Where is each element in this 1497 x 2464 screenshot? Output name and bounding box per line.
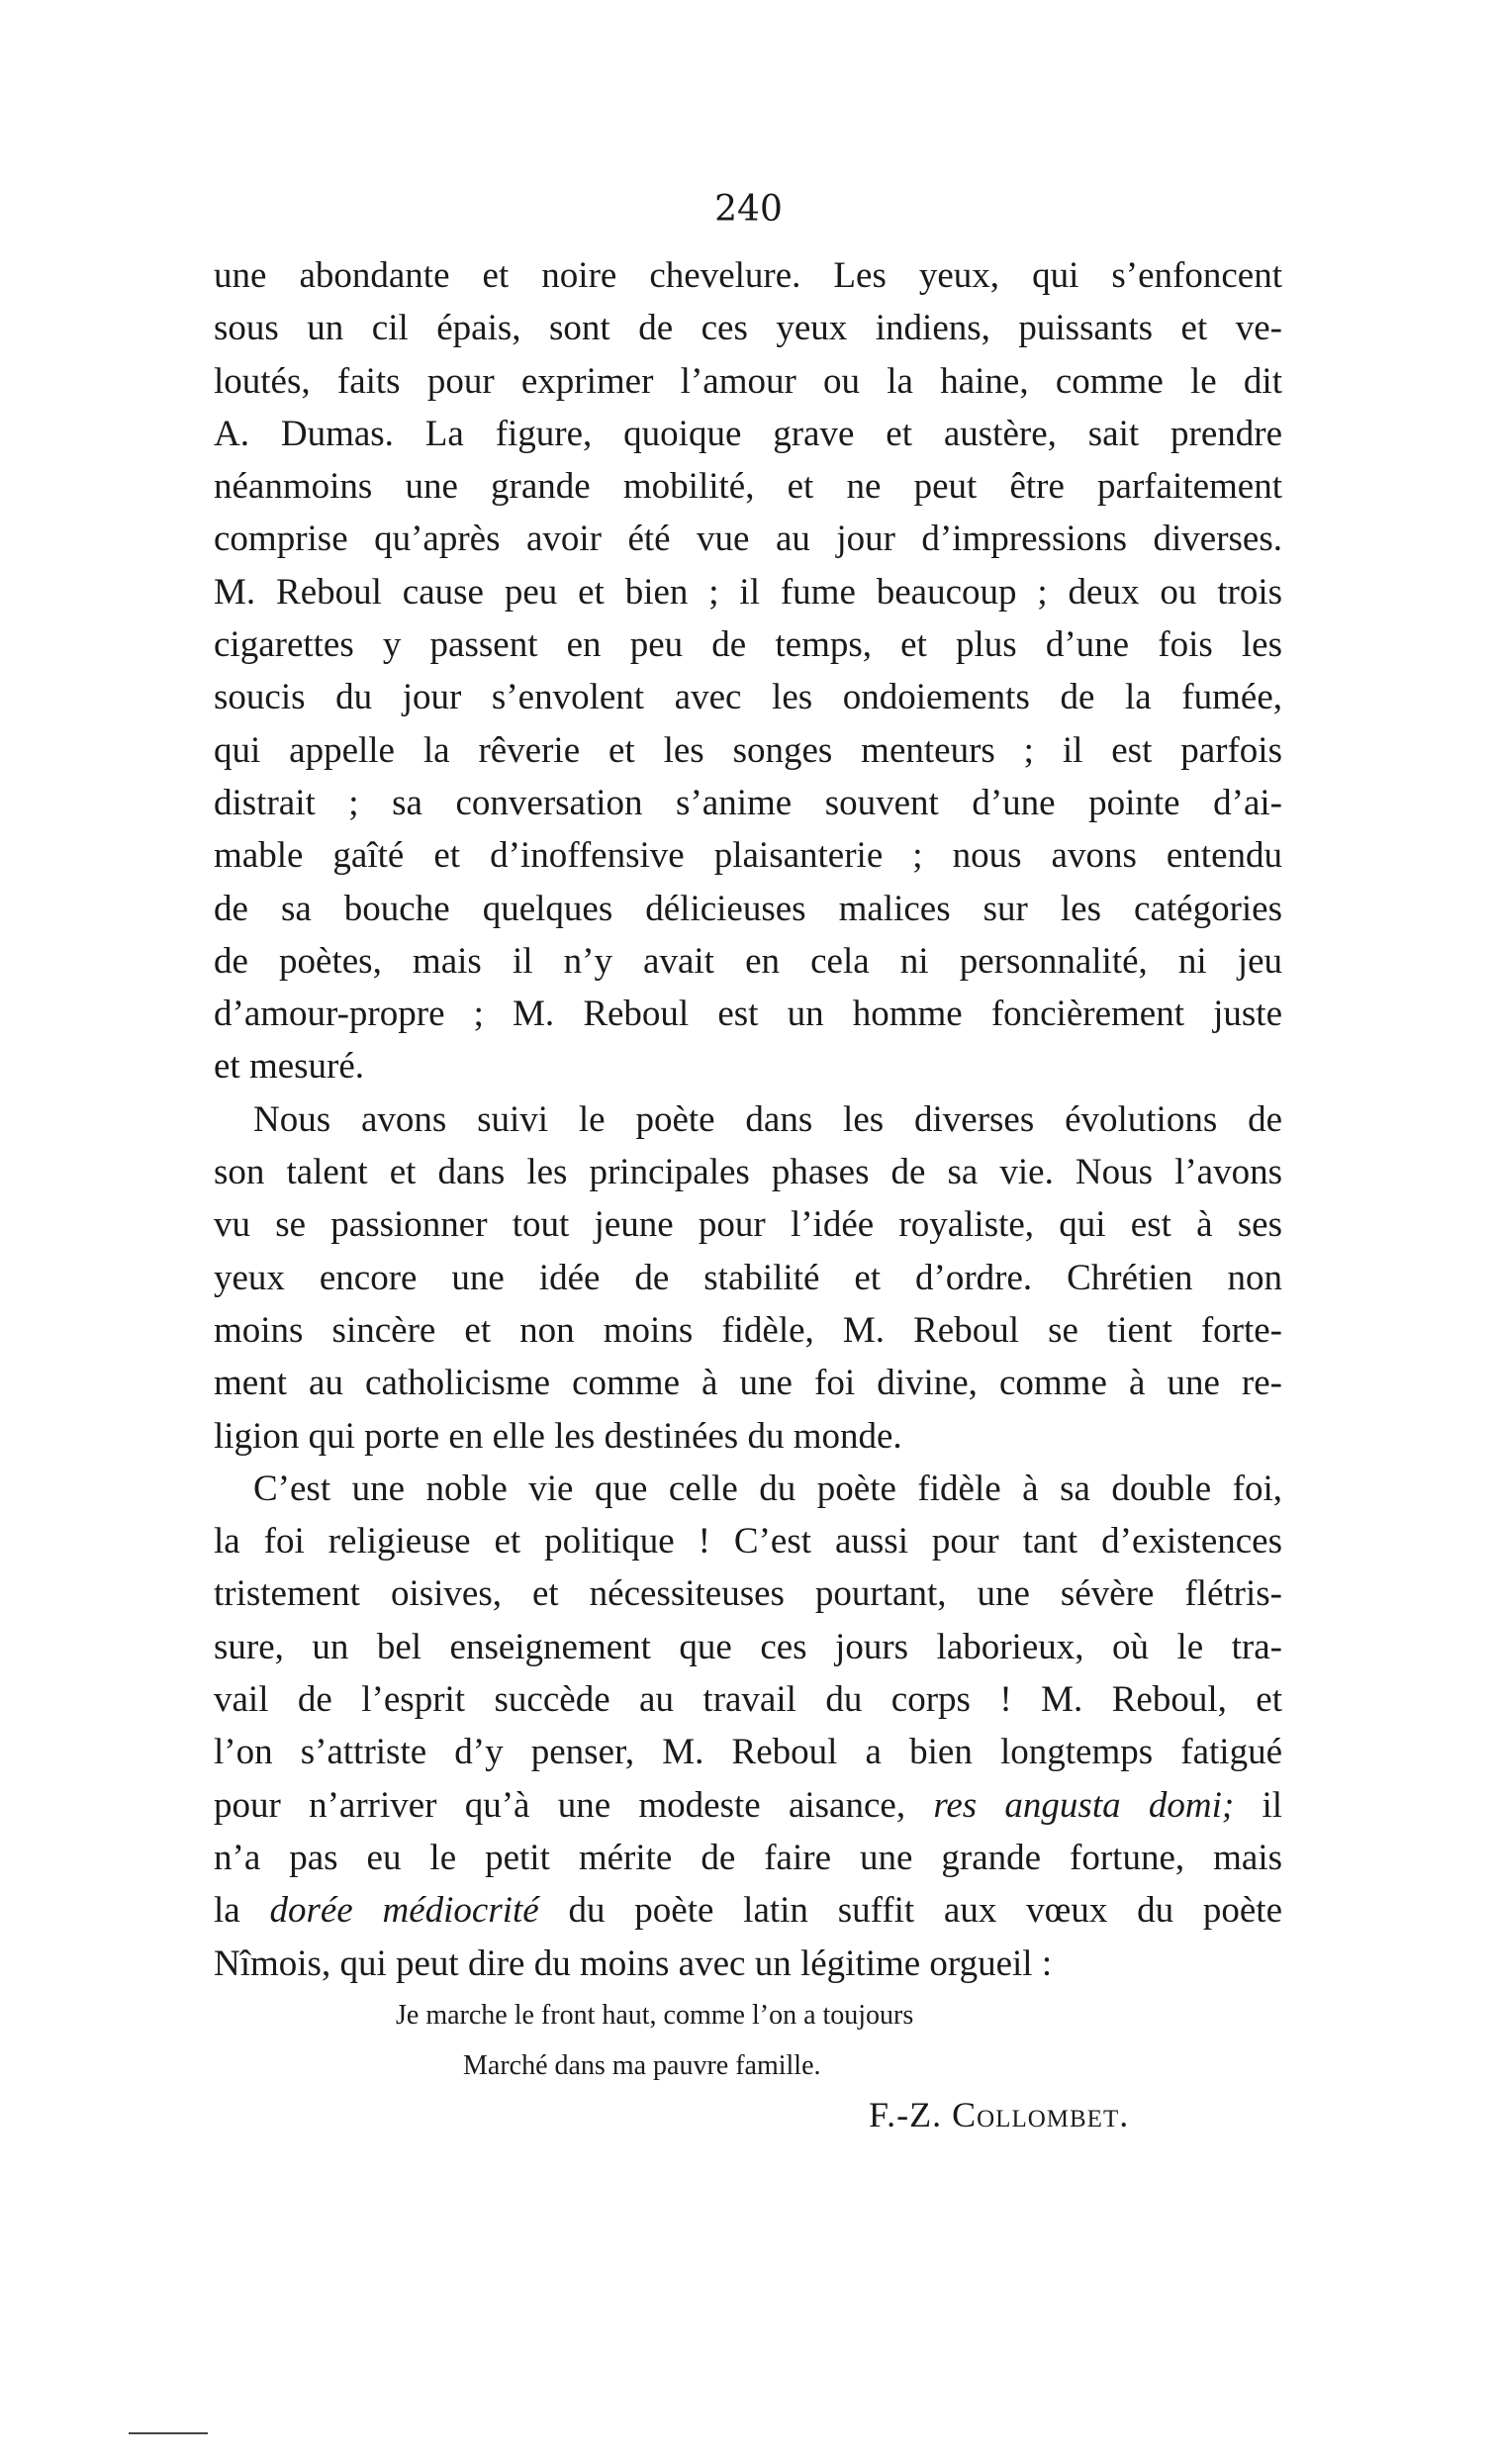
- text-line: son talent et dans les principales phases de sa vie. Nous l’avons: [214, 1152, 1282, 1193]
- italic-phrase: res angusta domi;: [933, 1784, 1235, 1826]
- text-line: qui appelle la rêverie et les songes menteurs ; il est parfois: [214, 729, 1282, 771]
- text-line: Nîmois, qui peut dire du moins avec un légitime orgueil :: [214, 1943, 1053, 1984]
- text-line: comprise qu’après avoir été vue au jour d’impressions diverses.: [214, 519, 1282, 560]
- text-line: moins sincère et non moins fidèle, M. Reboul se tient forte-: [214, 1309, 1282, 1351]
- verse-line: Je marche le front haut, comme l’on a toujours: [396, 2000, 914, 2031]
- text-line: loutés, faits pour exprimer l’amour ou la haine, comme le dit: [214, 360, 1282, 402]
- text-line-with-italic: [214, 1884, 1282, 1937]
- text-line: tristement oisives, et nécessiteuses pourtant, une sévère flétris-: [214, 1573, 1282, 1615]
- text-segment: du poète latin suffit aux vœux du poète: [538, 1890, 1282, 1932]
- text-line: vu se passionner tout jeune pour l’idée royaliste, qui est à ses: [214, 1204, 1282, 1246]
- footer-rule: [129, 2432, 208, 2434]
- verse-line: Marché dans ma pauvre famille.: [463, 2050, 821, 2081]
- text-line: vail de l’esprit succède au travail du corps ! M. Reboul, et: [214, 1679, 1282, 1721]
- text-line: une abondante et noire chevelure. Les yeux, qui s’enfoncent: [214, 255, 1282, 296]
- text-line: sure, un bel enseignement que ces jours laborieux, où le tra-: [214, 1626, 1282, 1667]
- text-line: de sa bouche quelques délicieuses malices sur les catégories: [214, 888, 1282, 929]
- text-line: de poètes, mais il n’y avait en cela ni personnalité, ni jeu: [214, 940, 1282, 982]
- page-number: 240: [714, 189, 783, 230]
- italic-phrase: dorée médiocrité: [269, 1890, 539, 1932]
- text-line: soucis du jour s’envolent avec les ondoiements de la fumée,: [214, 677, 1282, 718]
- text-line: distrait ; sa conversation s’anime souvent d’une pointe d’ai-: [214, 782, 1282, 823]
- text-segment: pour n’arriver qu’à une modeste aisance,: [214, 1784, 934, 1826]
- text-line: ment au catholicisme comme à une foi divine, comme à une re-: [214, 1363, 1282, 1404]
- body-text: [214, 249, 1282, 1990]
- author-signature: F.-Z. Collombet.: [869, 2095, 1130, 2134]
- text-line: M. Reboul cause peu et bien ; il fume beaucoup ; deux ou trois: [214, 571, 1282, 613]
- text-line: d’amour-propre ; M. Reboul est un homme foncièrement juste: [214, 994, 1282, 1035]
- text-line-with-italic: [214, 1779, 1282, 1832]
- text-segment: il: [1234, 1784, 1282, 1826]
- text-line: sous un cil épais, sont de ces yeux indiens, puissants et ve-: [214, 308, 1282, 349]
- text-line: cigarettes y passent en peu de temps, et plus d’une fois les: [214, 624, 1282, 666]
- text-line: A. Dumas. La figure, quoique grave et austère, sait prendre: [214, 413, 1282, 454]
- text-line: la foi religieuse et politique ! C’est aussi pour tant d’existences: [214, 1521, 1282, 1563]
- text-segment: la: [214, 1890, 270, 1932]
- text-line: et mesuré.: [214, 1046, 365, 1088]
- text-line: mable gaîté et d’inoffensive plaisanterie ; nous avons entendu: [214, 835, 1282, 877]
- text-line: ligion qui porte en elle les destinées du monde.: [214, 1415, 902, 1457]
- text-line: n’a pas eu le petit mérite de faire une grande fortune, mais: [214, 1837, 1282, 1878]
- paragraph-start-line: Nous avons suivi le poète dans les diverses évolutions de: [253, 1098, 1282, 1140]
- text-line: néanmoins une grande mobilité, et ne peut être parfaitement: [214, 466, 1282, 508]
- text-line: yeux encore une idée de stabilité et d’ordre. Chrétien non: [214, 1257, 1282, 1298]
- text-line: l’on s’attriste d’y penser, M. Reboul a bien longtemps fatigué: [214, 1732, 1282, 1773]
- paragraph-start-line: C’est une noble vie que celle du poète fidèle à sa double foi,: [253, 1468, 1282, 1509]
